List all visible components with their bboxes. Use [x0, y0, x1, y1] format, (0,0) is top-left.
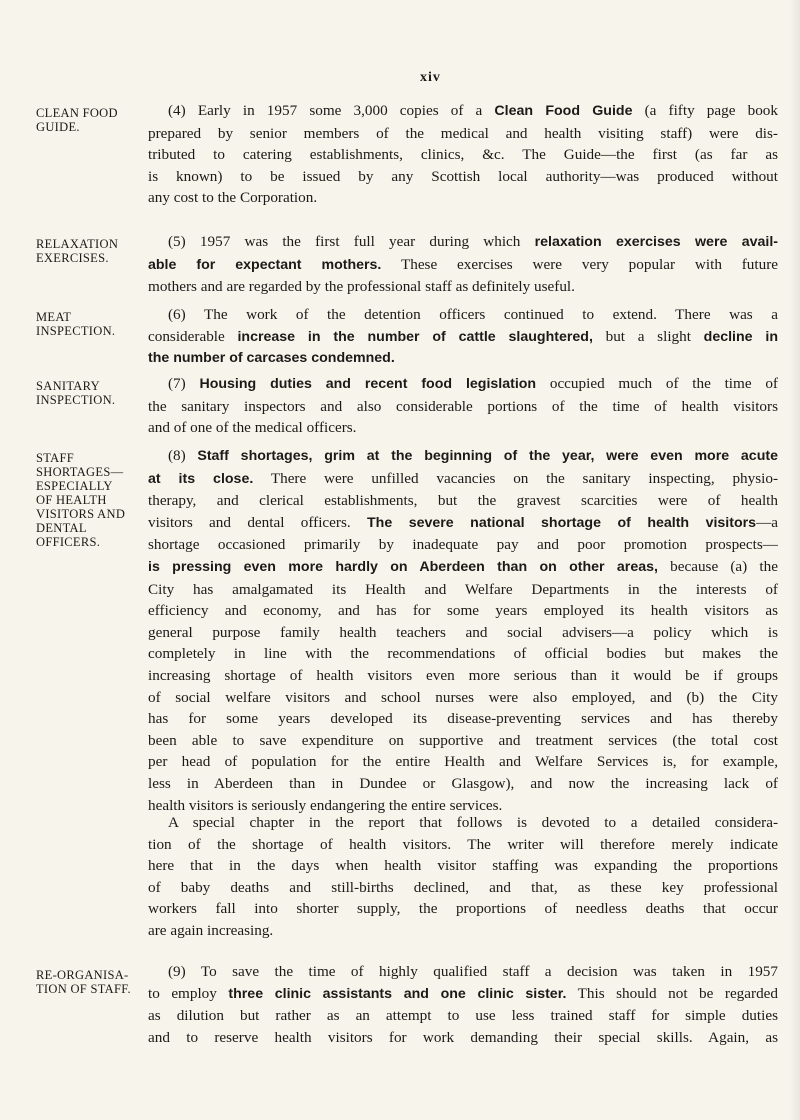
- highlight-relaxation-exercises: relaxation exercises were avail-: [534, 234, 778, 250]
- highlight-decline-in: decline in: [703, 328, 779, 345]
- page-number: xiv: [420, 70, 441, 85]
- side-label-reorganisation-of-staff: RE-ORGANISA- TION OF STAFF.: [36, 968, 131, 996]
- side-label-meat-inspection: MEAT INSPECTION.: [36, 310, 116, 338]
- paragraph-8-special-chapter: A special chapter in the report that follows is devoted to a detailed considera- tion of the shortage of health visitors. The writer will therefore merely indicate here that in the days when health visitor staffing was expanding the proportions of baby deaths and still-births declined, and that, as these key professional workers fall into shorter supply, the proportions of needless deaths that occur are again increasing.: [148, 814, 778, 939]
- page-edge-shadow: [790, 0, 800, 1120]
- highlight-pressing-on-aberdeen: is pressing even more hardly on Aberdeen than on other areas,: [148, 558, 658, 575]
- paragraph-4-clean-food-guide: (4) Early in 1957 some 3,000 copies of a Clean Food Guide (a fifty page book prepared by senior members of the medical and health visiting staff) were dis- tributed to catering establishments, clinics, &c. The Guide—the first (as far as is known) to be issued by any Scottish local authority—was produced without any cost to the Corporation.: [148, 102, 778, 207]
- side-label-relaxation-exercises: RELAXATION EXERCISES.: [36, 237, 119, 265]
- paragraph-8-staff-shortages: (8) Staff shortages, grim at the beginning of the year, were even more acute at its close. There were unfilled vacancies on the sanitary inspecting, physio- therapy, and clerical establishments, but the gravest scarcities were of health visitors and dental officers. The severe national shortage of health visitors—a shortage occasioned primarily by inadequate pay and poor promotion prospects— is pressing even more hardly on Aberdeen than on other areas, because (a) the City has amalgamated its Health and Welfare Departments in the interests of efficiency and economy, and has for some years employed its health visitors as general purpose family health teachers and social advisers—a policy which is completely in line with the recommendations of official bodies but makes the increasing shortage of health visitors even more serious than it would be if groups of social welfare visitors and school nurses were also employed, and (b) the City has for some years developed its disease-preventing services and has thereby been able to save expenditure on supportive and treatment services (the total cost per head of population for the entire Health and Welfare Services is, for example, less in Aberdeen than in Dundee or Glasgow), and now the increasing lack of health visitors is seriously endangering the entire services.: [148, 447, 779, 814]
- paragraph-7-sanitary-inspection: (7) Housing duties and recent food legislation occupied much of the time of the sanitary inspectors and also considerable portions of the time of health visitors and of one of the medical officers.: [148, 375, 778, 437]
- side-label-staff-shortages: STAFF SHORTAGES— ESPECIALLY OF HEALTH VISITORS AND DENTAL OFFICERS.: [36, 451, 126, 549]
- highlight-national-shortage: The severe national shortage of health visitors: [367, 514, 757, 531]
- paragraph-6-meat-inspection: (6) The work of the detention officers continued to extend. There was a considerable increase in the number of cattle slaughtered, but a slight decline in the number of carcases condemned.: [148, 304, 778, 370]
- highlight-clean-food-guide: Clean Food Guide: [494, 103, 633, 119]
- paragraph-9-reorganisation: (9) To save the time of highly qualified staff a decision was taken in 1957 to employ three clinic assistants and one clinic sister. This should not be regarded as dilution but rather as an attempt to use less trained staff for simple duties and to reserve health visitors for work demanding their special skills. Again, as: [148, 963, 779, 1046]
- highlight-cattle-slaughtered: increase in the number of cattle slaughtered,: [237, 328, 593, 345]
- highlight-staff-shortages: Staff shortages, grim at the beginning of the year, were even more acute: [197, 448, 778, 464]
- highlight-clinic-assistants: three clinic assistants and one clinic sister.: [228, 985, 567, 1002]
- highlight-housing-duties: Housing duties and recent food legislation: [199, 376, 537, 392]
- highlight-expectant-mothers: able for expectant mothers.: [148, 256, 382, 273]
- side-label-clean-food-guide: CLEAN FOOD GUIDE.: [36, 106, 118, 134]
- highlight-carcases-condemned: the number of carcases condemned.: [148, 350, 395, 367]
- highlight-at-its-close: at its close.: [148, 470, 254, 487]
- side-label-sanitary-inspection: SANITARY INSPECTION.: [36, 379, 116, 407]
- paragraph-5-relaxation-exercises: (5) 1957 was the first full year during which relaxation exercises were avail- able for expectant mothers. These exercises were very popular with future mothers and are regarded by the professional staff as definitely useful.: [148, 233, 779, 296]
